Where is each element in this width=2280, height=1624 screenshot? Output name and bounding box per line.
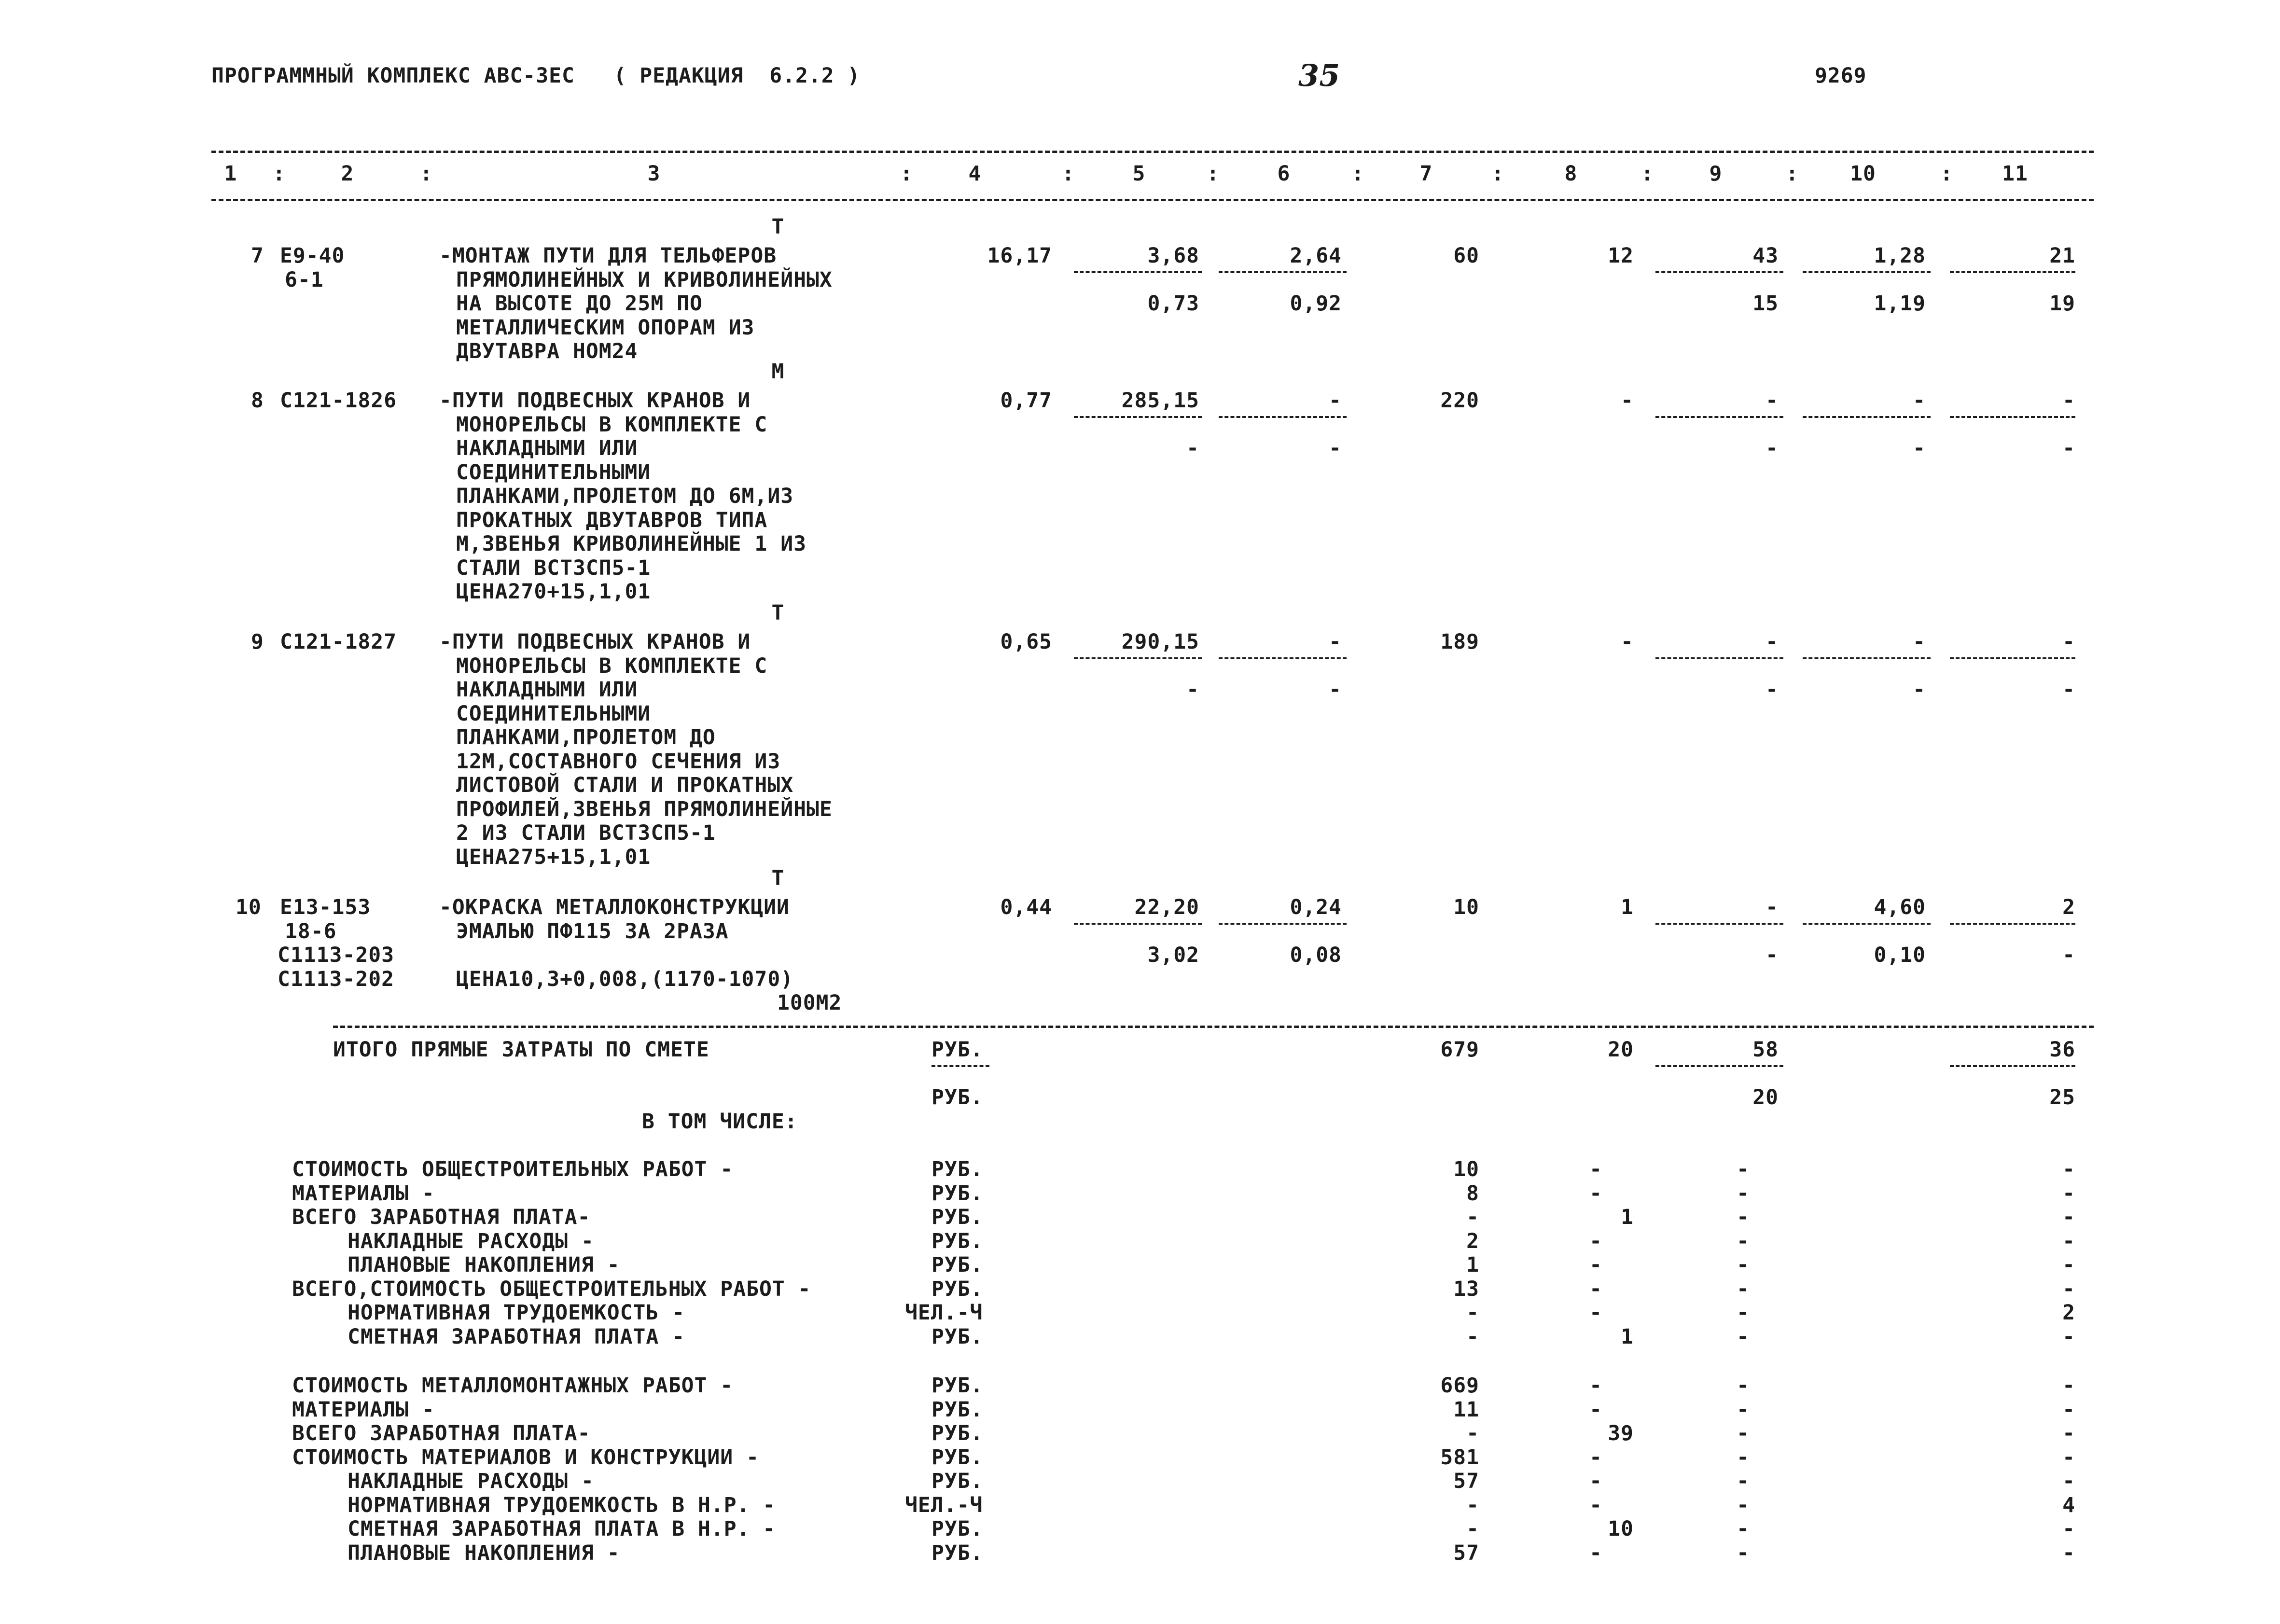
document-number: 9269 bbox=[1815, 64, 1867, 88]
item-col10: 1,28 bbox=[1874, 244, 1926, 268]
item-col6-lower: - bbox=[1329, 678, 1342, 702]
program-title: ПРОГРАММНЫЙ КОМПЛЕКС АВС-3ЕС ( РЕДАКЦИЯ 6.2.2 ) bbox=[211, 64, 861, 88]
item-col7: 10 bbox=[1453, 895, 1479, 919]
totals-col9-lower: 20 bbox=[1752, 1085, 1779, 1110]
breakdown-label: СМЕТНАЯ ЗАРАБОТНАЯ ПЛАТА В Н.Р. - bbox=[348, 1517, 776, 1541]
item-col6-lower: 0,92 bbox=[1290, 291, 1342, 316]
breakdown-col11: - bbox=[2062, 1324, 2075, 1349]
breakdown-label: СМЕТНАЯ ЗАРАБОТНАЯ ПЛАТА - bbox=[348, 1324, 685, 1349]
item-col10: 4,60 bbox=[1874, 895, 1926, 919]
breakdown-label: ВСЕГО,СТОИМОСТЬ ОБЩЕСТРОИТЕЛЬНЫХ РАБОТ - bbox=[292, 1277, 811, 1301]
breakdown-col7: 57 bbox=[1453, 1469, 1479, 1493]
item-col10-lower: 1,19 bbox=[1874, 291, 1926, 316]
column-header-9: 9 bbox=[1709, 162, 1723, 186]
item-col11: - bbox=[2062, 389, 2075, 413]
item-description-line: ПРОФИЛЕЙ,ЗВЕНЬЯ ПРЯМОЛИНЕЙНЫЕ bbox=[456, 797, 833, 821]
item-col5: 285,15 bbox=[1121, 389, 1199, 413]
totals-col11: 36 bbox=[2049, 1038, 2075, 1062]
item-col7: 60 bbox=[1453, 244, 1479, 268]
item-col4: 0,77 bbox=[1000, 389, 1052, 413]
item-col9: 43 bbox=[1752, 244, 1779, 268]
breakdown-label: ПЛАНОВЫЕ НАКОПЛЕНИЯ - bbox=[348, 1541, 620, 1565]
item-description-line: НАКЛАДНЫМИ ИЛИ bbox=[456, 678, 638, 702]
item-description-line: ПРЯМОЛИНЕЙНЫХ И КРИВОЛИНЕЙНЫХ bbox=[456, 267, 833, 292]
column-separator: : bbox=[1207, 162, 1220, 186]
breakdown-col11: - bbox=[2062, 1205, 2075, 1229]
breakdown-col11: 2 bbox=[2062, 1301, 2075, 1325]
item-col8: 1 bbox=[1621, 895, 1634, 919]
breakdown-label: СТОИМОСТЬ МАТЕРИАЛОВ И КОНСТРУКЦИИ - bbox=[292, 1445, 759, 1470]
column-header-7: 7 bbox=[1419, 162, 1433, 186]
item-c10-divider bbox=[1803, 923, 1931, 925]
item-description-line: ПЛАНКАМИ,ПРОЛЕТОМ ДО 6М,ИЗ bbox=[456, 484, 794, 508]
item-description-line: МОНОРЕЛЬСЫ В КОМПЛЕКТЕ С bbox=[456, 653, 768, 678]
breakdown-unit: РУБ. bbox=[931, 1517, 984, 1541]
item-description-line: ЛИСТОВОЙ СТАЛИ И ПРОКАТНЫХ bbox=[456, 773, 794, 797]
breakdown-col8: 1 bbox=[1621, 1205, 1634, 1229]
item-c5-divider bbox=[1074, 923, 1202, 925]
breakdown-unit: РУБ. bbox=[931, 1181, 984, 1206]
breakdown-label: ВСЕГО ЗАРАБОТНАЯ ПЛАТА- bbox=[292, 1205, 591, 1229]
breakdown-col7: 11 bbox=[1453, 1397, 1479, 1422]
breakdown-unit: РУБ. bbox=[931, 1397, 984, 1422]
item-col8: - bbox=[1621, 630, 1634, 654]
breakdown-unit: РУБ. bbox=[931, 1541, 984, 1565]
item-c10-divider bbox=[1803, 416, 1931, 418]
totals-label: ИТОГО ПРЯМЫЕ ЗАТРАТЫ ПО СМЕТЕ bbox=[333, 1038, 709, 1062]
column-separator: : bbox=[900, 162, 913, 186]
item-col5-lower: 0,73 bbox=[1147, 291, 1199, 316]
breakdown-unit: РУБ. bbox=[931, 1253, 984, 1277]
item-col9: - bbox=[1766, 389, 1779, 413]
column-header-10: 10 bbox=[1850, 162, 1876, 186]
item-col10: - bbox=[1913, 389, 1926, 413]
item-c5-divider bbox=[1074, 657, 1202, 659]
column-separator: : bbox=[1641, 162, 1654, 186]
breakdown-label: МАТЕРИАЛЫ - bbox=[292, 1397, 435, 1422]
breakdown-col8: - bbox=[1589, 1277, 1602, 1301]
breakdown-col9: - bbox=[1737, 1205, 1750, 1229]
item-c6-divider bbox=[1219, 657, 1347, 659]
breakdown-col7: - bbox=[1466, 1517, 1479, 1541]
item-description-line: -ПУТИ ПОДВЕСНЫХ КРАНОВ И bbox=[439, 630, 751, 654]
breakdown-col9: - bbox=[1737, 1277, 1750, 1301]
item-c6-divider bbox=[1219, 416, 1347, 418]
breakdown-col7: - bbox=[1466, 1324, 1479, 1349]
item-col5: 3,68 bbox=[1147, 244, 1199, 268]
column-header-11: 11 bbox=[2002, 162, 2028, 186]
item-code: Е13-153 bbox=[280, 895, 371, 919]
totals-col9: 58 bbox=[1752, 1038, 1779, 1062]
item-subcode: С1113-202 bbox=[278, 967, 394, 991]
breakdown-label: СТОИМОСТЬ ОБЩЕСТРОИТЕЛЬНЫХ РАБОТ - bbox=[292, 1157, 734, 1181]
column-separator: : bbox=[1940, 162, 1953, 186]
item-description-line: ЦЕНА275+15,1,01 bbox=[456, 845, 651, 869]
item-col9: - bbox=[1766, 895, 1779, 919]
item-col5: 290,15 bbox=[1121, 630, 1199, 654]
breakdown-col9: - bbox=[1737, 1229, 1750, 1253]
item-col4: 0,44 bbox=[1000, 895, 1052, 919]
item-col9-lower: - bbox=[1766, 436, 1779, 460]
item-col8: - bbox=[1621, 389, 1634, 413]
breakdown-col8: 10 bbox=[1608, 1517, 1634, 1541]
item-subcode: 18-6 bbox=[285, 919, 337, 944]
totals-unit-divider bbox=[931, 1065, 989, 1067]
item-description-line: СОЕДИНИТЕЛЬНЫМИ bbox=[456, 460, 651, 485]
item-col10: - bbox=[1913, 630, 1926, 654]
item-col6-lower: - bbox=[1329, 436, 1342, 460]
breakdown-col8: - bbox=[1589, 1541, 1602, 1565]
breakdown-col8: - bbox=[1589, 1181, 1602, 1206]
item-col9: - bbox=[1766, 630, 1779, 654]
breakdown-col11: - bbox=[2062, 1397, 2075, 1422]
item-c9-divider bbox=[1655, 923, 1783, 925]
breakdown-col8: 1 bbox=[1621, 1324, 1634, 1349]
item-col6: - bbox=[1329, 389, 1342, 413]
breakdown-col9: - bbox=[1737, 1469, 1750, 1493]
item-description-line: 2 ИЗ СТАЛИ ВСТ3СП5-1 bbox=[456, 821, 716, 845]
item-c5-divider bbox=[1074, 271, 1202, 273]
column-header-5: 5 bbox=[1132, 162, 1146, 186]
item-col5-lower: - bbox=[1186, 436, 1199, 460]
item-description-line: СТАЛИ ВСТ3СП5-1 bbox=[456, 555, 651, 580]
breakdown-unit: РУБ. bbox=[931, 1421, 984, 1445]
column-header-1: 1 bbox=[224, 162, 237, 186]
breakdown-label: НАКЛАДНЫЕ РАСХОДЫ - bbox=[348, 1229, 594, 1253]
breakdown-col9: - bbox=[1737, 1397, 1750, 1422]
column-separator: : bbox=[1491, 162, 1504, 186]
item-description-line: -ОКРАСКА МЕТАЛЛОКОНСТРУКЦИИ bbox=[439, 895, 790, 919]
item-description-line: ПЛАНКАМИ,ПРОЛЕТОМ ДО bbox=[456, 725, 716, 750]
breakdown-col8: - bbox=[1589, 1493, 1602, 1517]
breakdown-label: СТОИМОСТЬ МЕТАЛЛОМОНТАЖНЫХ РАБОТ - bbox=[292, 1374, 734, 1398]
breakdown-label: НОРМАТИВНАЯ ТРУДОЕМКОСТЬ - bbox=[348, 1301, 685, 1325]
breakdown-col11: - bbox=[2062, 1229, 2075, 1253]
item-description-line: 12М,СОСТАВНОГО СЕЧЕНИЯ ИЗ bbox=[456, 749, 781, 774]
item-marker: Т bbox=[771, 215, 785, 239]
breakdown-col8: - bbox=[1589, 1397, 1602, 1422]
item-number: 10 bbox=[236, 895, 262, 919]
item-description-line: ЦЕНА10,3+0,008,(1170-1070) bbox=[456, 967, 794, 991]
column-header-4: 4 bbox=[968, 162, 982, 186]
item-col6: 2,64 bbox=[1290, 244, 1342, 268]
breakdown-col9: - bbox=[1737, 1445, 1750, 1470]
item-col11: 21 bbox=[2049, 244, 2075, 268]
breakdown-col9: - bbox=[1737, 1301, 1750, 1325]
item-c11-divider bbox=[1950, 416, 2075, 418]
item-col4: 16,17 bbox=[987, 244, 1052, 268]
breakdown-col8: - bbox=[1589, 1253, 1602, 1277]
breakdown-col11: - bbox=[2062, 1541, 2075, 1565]
breakdown-col11: - bbox=[2062, 1277, 2075, 1301]
breakdown-col11: 4 bbox=[2062, 1493, 2075, 1517]
item-col4: 0,65 bbox=[1000, 630, 1052, 654]
column-header-2: 2 bbox=[341, 162, 354, 186]
breakdown-col9: - bbox=[1737, 1517, 1750, 1541]
item-c6-divider bbox=[1219, 271, 1347, 273]
item-c9-divider bbox=[1655, 271, 1783, 273]
item-code: С121-1826 bbox=[280, 389, 397, 413]
including-label: В ТОМ ЧИСЛЕ: bbox=[642, 1109, 798, 1134]
breakdown-label: МАТЕРИАЛЫ - bbox=[292, 1181, 435, 1206]
breakdown-unit: РУБ. bbox=[931, 1445, 984, 1470]
breakdown-col7: - bbox=[1466, 1301, 1479, 1325]
breakdown-col9: - bbox=[1737, 1181, 1750, 1206]
breakdown-col8: - bbox=[1589, 1301, 1602, 1325]
item-code: С121-1827 bbox=[280, 630, 397, 654]
item-description-line: НАКЛАДНЫМИ ИЛИ bbox=[456, 436, 638, 460]
breakdown-label: ПЛАНОВЫЕ НАКОПЛЕНИЯ - bbox=[348, 1253, 620, 1277]
item-marker: М bbox=[771, 360, 785, 384]
item-col5: 22,20 bbox=[1134, 895, 1199, 919]
breakdown-col11: - bbox=[2062, 1253, 2075, 1277]
breakdown-col8: - bbox=[1589, 1229, 1602, 1253]
column-separator: : bbox=[273, 162, 286, 186]
totals-unit-2: РУБ. bbox=[931, 1085, 984, 1110]
item-col5-lower: 3,02 bbox=[1147, 943, 1199, 967]
column-separator: : bbox=[420, 162, 433, 186]
breakdown-col8: - bbox=[1589, 1374, 1602, 1398]
breakdown-col11: - bbox=[2062, 1445, 2075, 1470]
item-col11-lower: 19 bbox=[2049, 291, 2075, 316]
item-description-line: ЦЕНА270+15,1,01 bbox=[456, 580, 651, 604]
breakdown-col11: - bbox=[2062, 1517, 2075, 1541]
breakdown-col7: 1 bbox=[1466, 1253, 1479, 1277]
item-description-line: ПРОКАТНЫХ ДВУТАВРОВ ТИПА bbox=[456, 508, 768, 532]
column-header-6: 6 bbox=[1277, 162, 1291, 186]
breakdown-unit: РУБ. bbox=[931, 1229, 984, 1253]
item-code: Е9-40 bbox=[280, 244, 345, 268]
item-col9-lower: - bbox=[1766, 678, 1779, 702]
totals-col11-divider bbox=[1950, 1065, 2075, 1067]
item-c11-divider bbox=[1950, 923, 2075, 925]
item-description-line: СОЕДИНИТЕЛЬНЫМИ bbox=[456, 701, 651, 726]
page-number: 35 bbox=[1298, 58, 1340, 93]
breakdown-col9: - bbox=[1737, 1374, 1750, 1398]
item-c9-divider bbox=[1655, 657, 1783, 659]
item-col6: - bbox=[1329, 630, 1342, 654]
item-c6-divider bbox=[1219, 923, 1347, 925]
totals-col11-lower: 25 bbox=[2049, 1085, 2075, 1110]
breakdown-col9: - bbox=[1737, 1253, 1750, 1277]
breakdown-col9: - bbox=[1737, 1157, 1750, 1181]
item-col7: 220 bbox=[1440, 389, 1479, 413]
column-header-3: 3 bbox=[647, 162, 661, 186]
breakdown-col7: - bbox=[1466, 1493, 1479, 1517]
item-col5-lower: - bbox=[1186, 678, 1199, 702]
item-marker: Т bbox=[771, 866, 785, 890]
item-marker: Т bbox=[771, 601, 785, 625]
totals-col7: 679 bbox=[1440, 1038, 1479, 1062]
item-col9-lower: 15 bbox=[1752, 291, 1779, 316]
totals-col8: 20 bbox=[1608, 1038, 1634, 1062]
breakdown-col11: - bbox=[2062, 1421, 2075, 1445]
item-col11: - bbox=[2062, 630, 2075, 654]
item-col11-lower: - bbox=[2062, 678, 2075, 702]
item-c5-divider bbox=[1074, 416, 1202, 418]
item-col6: 0,24 bbox=[1290, 895, 1342, 919]
breakdown-col7: 10 bbox=[1453, 1157, 1479, 1181]
breakdown-col8: 39 bbox=[1608, 1421, 1634, 1445]
header-rule-top bbox=[211, 151, 2094, 153]
item-description-line: ЭМАЛЬЮ ПФ115 ЗА 2РАЗА bbox=[456, 919, 729, 944]
breakdown-unit: ЧЕЛ.-Ч bbox=[905, 1493, 983, 1517]
item-col8: 12 bbox=[1608, 244, 1634, 268]
breakdown-col7: 8 bbox=[1466, 1181, 1479, 1206]
breakdown-col9: - bbox=[1737, 1541, 1750, 1565]
breakdown-col11: - bbox=[2062, 1181, 2075, 1206]
item-description-line: -ПУТИ ПОДВЕСНЫХ КРАНОВ И bbox=[439, 389, 751, 413]
breakdown-col11: - bbox=[2062, 1374, 2075, 1398]
totals-rule bbox=[333, 1026, 2094, 1028]
breakdown-col7: - bbox=[1466, 1421, 1479, 1445]
column-separator: : bbox=[1351, 162, 1364, 186]
item-description-line: МЕТАЛЛИЧЕСКИМ ОПОРАМ ИЗ bbox=[456, 315, 755, 340]
breakdown-col9: - bbox=[1737, 1324, 1750, 1349]
breakdown-col9: - bbox=[1737, 1493, 1750, 1517]
breakdown-unit: РУБ. bbox=[931, 1277, 984, 1301]
column-header-8: 8 bbox=[1564, 162, 1578, 186]
item-description-line: ДВУТАВРА НОМ24 bbox=[456, 339, 638, 363]
item-c11-divider bbox=[1950, 657, 2075, 659]
item-col10-lower: - bbox=[1913, 678, 1926, 702]
item-col9-lower: - bbox=[1766, 943, 1779, 967]
item-col11-lower: - bbox=[2062, 436, 2075, 460]
breakdown-col11: - bbox=[2062, 1157, 2075, 1181]
item-col11-lower: - bbox=[2062, 943, 2075, 967]
item-col6-lower: 0,08 bbox=[1290, 943, 1342, 967]
breakdown-unit: РУБ. bbox=[931, 1205, 984, 1229]
item-col10-lower: - bbox=[1913, 436, 1926, 460]
item-number: 8 bbox=[251, 389, 264, 413]
breakdown-col8: - bbox=[1589, 1469, 1602, 1493]
breakdown-label: НОРМАТИВНАЯ ТРУДОЕМКОСТЬ В Н.Р. - bbox=[348, 1493, 776, 1517]
breakdown-unit: РУБ. bbox=[931, 1324, 984, 1349]
breakdown-label: ВСЕГО ЗАРАБОТНАЯ ПЛАТА- bbox=[292, 1421, 591, 1445]
header-rule-bottom bbox=[211, 199, 2094, 201]
breakdown-col8: - bbox=[1589, 1157, 1602, 1181]
item-c11-divider bbox=[1950, 271, 2075, 273]
item-subcode: С1113-203 bbox=[278, 943, 394, 967]
item-col7: 189 bbox=[1440, 630, 1479, 654]
item-c10-divider bbox=[1803, 271, 1931, 273]
breakdown-col8: - bbox=[1589, 1445, 1602, 1470]
item-description-line: -МОНТАЖ ПУТИ ДЛЯ ТЕЛЬФЕРОВ bbox=[439, 244, 777, 268]
breakdown-unit: РУБ. bbox=[931, 1157, 984, 1181]
item-col11: 2 bbox=[2062, 895, 2075, 919]
breakdown-col7: 2 bbox=[1466, 1229, 1479, 1253]
item-number: 7 bbox=[251, 244, 264, 268]
breakdown-col7: - bbox=[1466, 1205, 1479, 1229]
item-description-line: НА ВЫСОТЕ ДО 25М ПО bbox=[456, 291, 703, 316]
item-c9-divider bbox=[1655, 416, 1783, 418]
breakdown-col7: 13 bbox=[1453, 1277, 1479, 1301]
breakdown-col9: - bbox=[1737, 1421, 1750, 1445]
item-c10-divider bbox=[1803, 657, 1931, 659]
column-separator: : bbox=[1062, 162, 1075, 186]
breakdown-col7: 669 bbox=[1440, 1374, 1479, 1398]
column-separator: : bbox=[1786, 162, 1799, 186]
totals-unit: РУБ. bbox=[931, 1038, 984, 1062]
item-description-line: МОНОРЕЛЬСЫ В КОМПЛЕКТЕ С bbox=[456, 412, 768, 437]
item-subcode: 6-1 bbox=[285, 267, 324, 292]
breakdown-col7: 57 bbox=[1453, 1541, 1479, 1565]
breakdown-unit: РУБ. bbox=[931, 1469, 984, 1493]
item-number: 9 bbox=[251, 630, 264, 654]
breakdown-label: НАКЛАДНЫЕ РАСХОДЫ - bbox=[348, 1469, 594, 1493]
item-col10-lower: 0,10 bbox=[1874, 943, 1926, 967]
breakdown-unit: РУБ. bbox=[931, 1374, 984, 1398]
totals-col9-divider bbox=[1655, 1065, 1783, 1067]
item-unit: 100М2 bbox=[777, 991, 842, 1015]
breakdown-col11: - bbox=[2062, 1469, 2075, 1493]
breakdown-col7: 581 bbox=[1440, 1445, 1479, 1470]
breakdown-unit: ЧЕЛ.-Ч bbox=[905, 1301, 983, 1325]
item-description-line: М,ЗВЕНЬЯ КРИВОЛИНЕЙНЫЕ 1 ИЗ bbox=[456, 532, 806, 556]
